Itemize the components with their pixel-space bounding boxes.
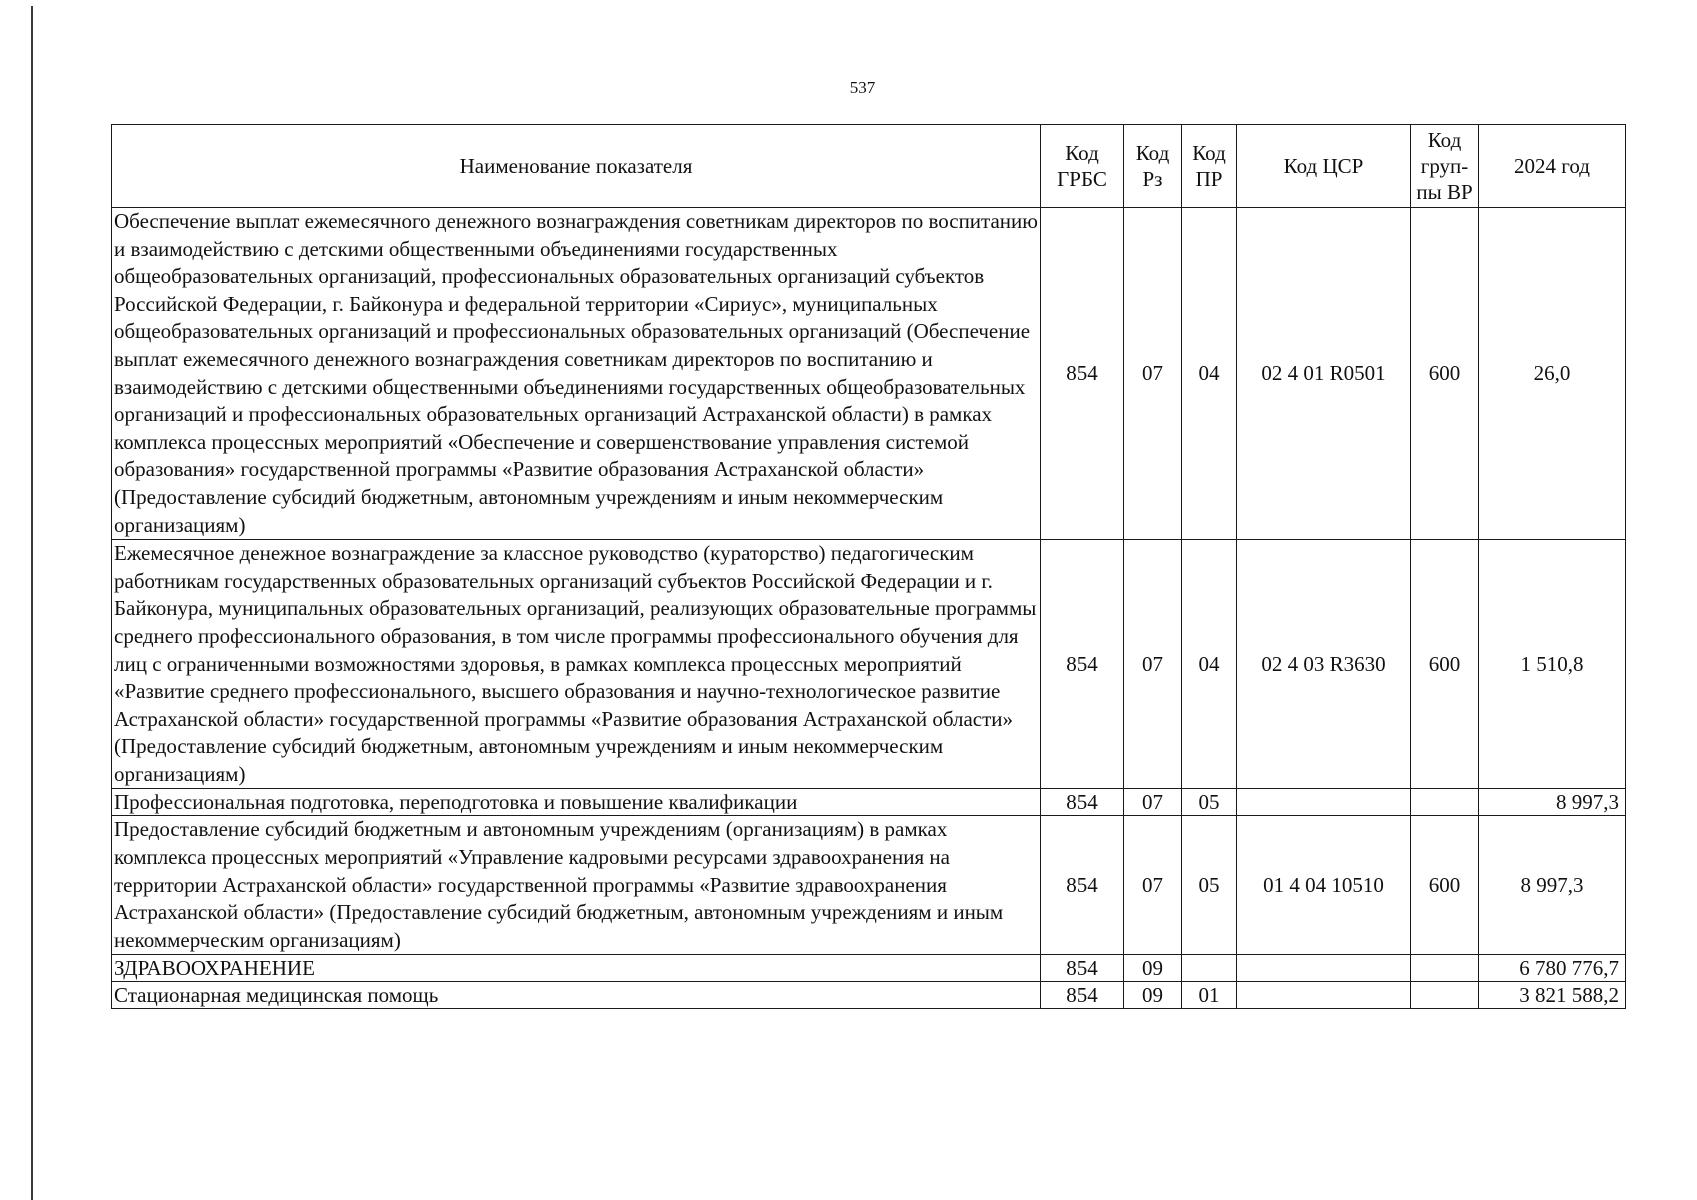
row-amount: 6 780 776,7 [1479, 955, 1626, 982]
row-grbs: 854 [1041, 789, 1124, 816]
row-csr [1237, 955, 1411, 982]
header-grbs: Код ГРБС [1041, 125, 1124, 208]
row-pr: 01 [1182, 982, 1237, 1009]
header-pr: Код ПР [1182, 125, 1237, 208]
row-vr: 600 [1411, 816, 1479, 955]
row-name: Профессиональная подготовка, переподготовка и повышение квалификации [112, 789, 1041, 816]
table-header-row [112, 125, 1626, 208]
row-csr: 02 4 03 R3630 [1237, 540, 1411, 789]
row-vr: 600 [1411, 540, 1479, 789]
table-row [112, 789, 1626, 816]
page-number: 537 [849, 78, 876, 97]
row-pr: 04 [1182, 540, 1237, 789]
row-grbs: 854 [1041, 816, 1124, 955]
row-grbs: 854 [1041, 955, 1124, 982]
row-amount: 1 510,8 [1479, 540, 1626, 789]
row-amount: 8 997,3 [1479, 816, 1626, 955]
table-row [112, 208, 1626, 540]
row-csr [1237, 982, 1411, 1009]
row-name: Обеспечение выплат ежемесячного денежного вознаграждения советникам директоров по воспитанию и взаимодействию с детскими общественными объединениями государственных общеобразовательных организаций, профессиональных образовательных организаций субъектов Российской Федерации, г. Байконура и федеральной территории «Сириус», муниципальных общеобразовательных организаций и профессиональных образовательных организаций (Обеспечение выплат ежемесячного денежного вознаграждения советникам директоров по воспитанию и взаимодействию с детскими общественными объединениями государственных общеобразовательных организаций и профессиональных образовательных организаций Астраханской области) в рамках комплекса процессных мероприятий «Обеспечение и совершенствование управления системой образования» государственной программы «Развитие образования Астраханской области» (Предоставление субсидий бюджетным, автономным учреждениям и иным некоммерческим организациям) [112, 208, 1041, 540]
row-pr: 04 [1182, 208, 1237, 540]
row-rz: 07 [1124, 816, 1182, 955]
row-grbs: 854 [1041, 982, 1124, 1009]
header-vr: Код груп-пы ВР [1411, 125, 1479, 208]
row-csr: 01 4 04 10510 [1237, 816, 1411, 955]
row-name: Ежемесячное денежное вознаграждение за классное руководство (кураторство) педагогическим работникам государственных образовательных организаций субъектов Российской Федерации и г. Байконура, муниципальных образовательных организаций, реализующих образовательные программы среднего профессионального образования, в том числе программы профессионального обучения для лиц с ограниченными возможностями здоровья, в рамках комплекса процессных мероприятий «Развитие среднего профессионального, высшего образования и научно-технологическое развитие Астраханской области» государственной программы «Развитие образования Астраханской области» (Предоставление субсидий бюджетным, автономным учреждениям и иным некоммерческим организациям) [112, 540, 1041, 789]
row-pr [1182, 955, 1237, 982]
row-vr [1411, 955, 1479, 982]
row-rz: 09 [1124, 955, 1182, 982]
row-name: ЗДРАВООХРАНЕНИЕ [112, 955, 1041, 982]
row-csr: 02 4 01 R0501 [1237, 208, 1411, 540]
row-vr [1411, 789, 1479, 816]
table-row [112, 816, 1626, 955]
row-rz: 07 [1124, 540, 1182, 789]
binding-margin-line [31, 6, 33, 1200]
row-pr: 05 [1182, 789, 1237, 816]
header-csr: Код ЦСР [1237, 125, 1411, 208]
header-name: Наименование показателя [112, 125, 1041, 208]
row-amount: 26,0 [1479, 208, 1626, 540]
row-name: Стационарная медицинская помощь [112, 982, 1041, 1009]
row-vr [1411, 982, 1479, 1009]
budget-table [111, 124, 1626, 1009]
table-row [112, 955, 1626, 982]
row-grbs: 854 [1041, 540, 1124, 789]
row-pr: 05 [1182, 816, 1237, 955]
row-csr [1237, 789, 1411, 816]
row-rz: 07 [1124, 789, 1182, 816]
row-name: Предоставление субсидий бюджетным и автономным учреждениям (организациям) в рамках комплекса процессных мероприятий «Управление кадровыми ресурсами здравоохранения на территории Астраханской области» государственной программы «Развитие здравоохранения Астраханской области» (Предоставление субсидий бюджетным, автономным учреждениям и иным некоммерческим организациям) [112, 816, 1041, 955]
table-row [112, 540, 1626, 789]
row-rz: 09 [1124, 982, 1182, 1009]
header-year: 2024 год [1479, 125, 1626, 208]
table-row [112, 982, 1626, 1009]
row-amount: 3 821 588,2 [1479, 982, 1626, 1009]
row-rz: 07 [1124, 208, 1182, 540]
header-rz: Код Рз [1124, 125, 1182, 208]
row-amount: 8 997,3 [1479, 789, 1626, 816]
row-grbs: 854 [1041, 208, 1124, 540]
row-vr: 600 [1411, 208, 1479, 540]
